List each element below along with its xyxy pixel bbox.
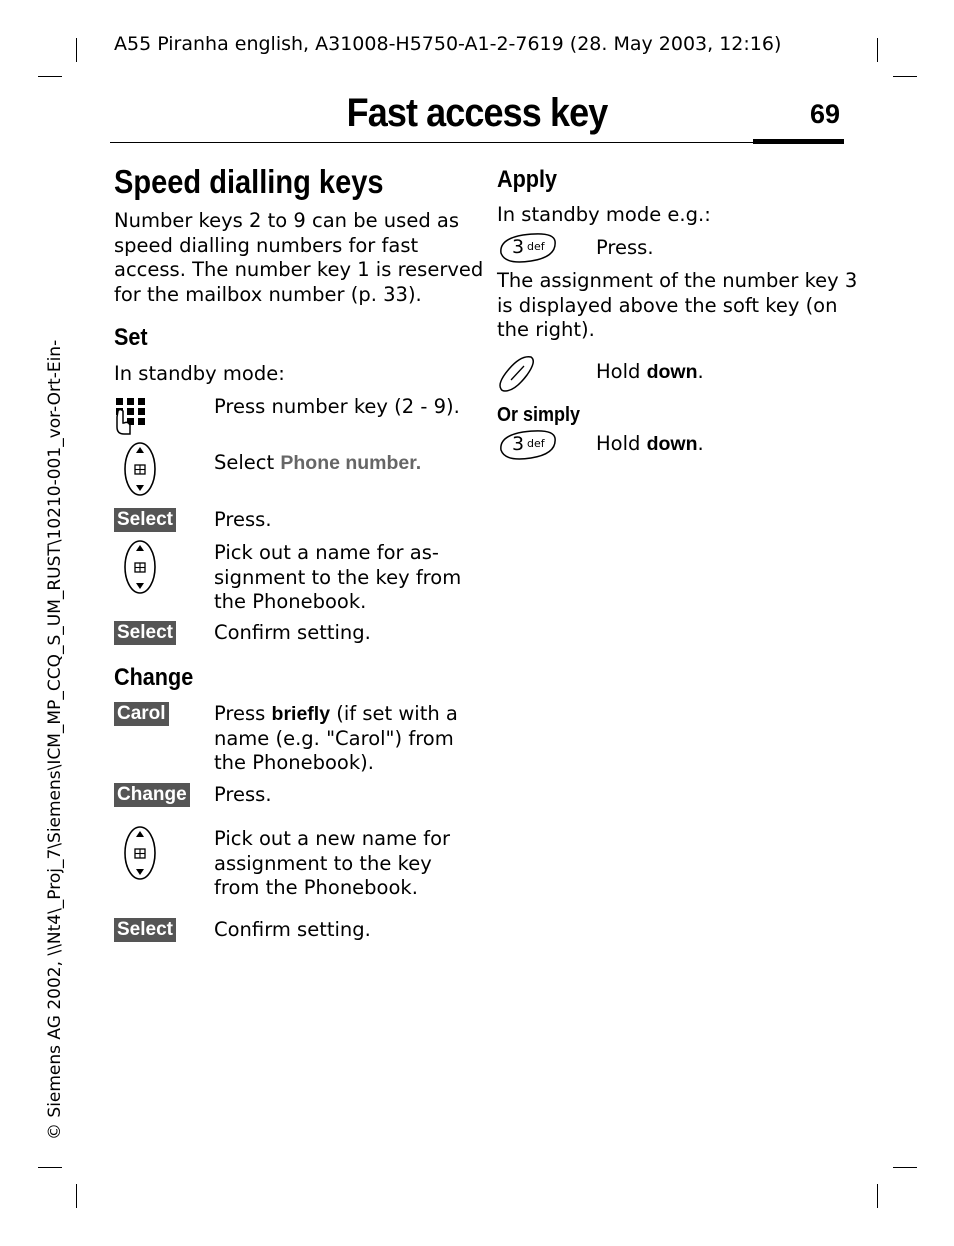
step-line: name (e.g. "Carol") from xyxy=(214,726,454,750)
change-heading: Change xyxy=(114,664,194,691)
apply-step-hold-down-2 xyxy=(596,432,704,457)
crop-mark xyxy=(893,1167,917,1168)
document-reference: A55 Piranha english, A31008-H5750-A1-2-7619 (28. May 2003, 12:16) xyxy=(114,33,782,55)
desc-line: the right). xyxy=(497,318,595,341)
apply-lead: In standby mode e.g.: xyxy=(497,203,711,226)
crop-mark xyxy=(76,38,77,62)
select-softkey: Select xyxy=(114,621,176,645)
crop-mark xyxy=(38,1167,62,1168)
title-rule xyxy=(110,142,754,143)
set-step-pick-name xyxy=(214,541,461,615)
intro-line: access. The number key 1 is reserved xyxy=(114,258,484,281)
step-line: the Phonebook. xyxy=(214,590,367,613)
apply-description xyxy=(497,269,857,343)
step-line: from the Phonebook. xyxy=(214,876,418,899)
apply-step-press: Press. xyxy=(596,236,654,259)
page-title: Fast access key xyxy=(346,91,608,135)
emphasis: down xyxy=(646,433,698,455)
set-step-press-number-key: Press number key (2 - 9). xyxy=(214,395,460,418)
intro-line: Number keys 2 to 9 can be used as xyxy=(114,209,460,232)
intro-line: speed dialling numbers for fast xyxy=(114,233,419,257)
set-lead: In standby mode: xyxy=(114,362,285,385)
step-line: assignment to the key xyxy=(214,851,432,875)
step-text: Hold xyxy=(596,432,647,455)
crop-mark xyxy=(76,1184,77,1208)
carol-softkey: Carol xyxy=(114,702,169,726)
key-3-icon xyxy=(497,231,559,265)
step-line: signment to the key from xyxy=(214,565,462,589)
change-softkey: Change xyxy=(114,783,190,807)
key-digit: 3 xyxy=(512,236,525,258)
desc-line: The assignment of the number key 3 xyxy=(497,269,858,292)
section-heading: Speed dialling keys xyxy=(114,163,384,200)
key-letters: def xyxy=(527,240,545,253)
crop-mark xyxy=(877,38,878,62)
right-softkey-icon xyxy=(497,353,537,395)
change-step-confirm: Confirm setting. xyxy=(214,918,371,941)
intro-paragraph xyxy=(114,209,483,307)
emphasis: down xyxy=(646,361,698,383)
set-heading: Set xyxy=(114,324,148,351)
set-step-select-phone-number xyxy=(214,451,421,476)
keypad-icon xyxy=(114,397,152,437)
step-line: the Phonebook). xyxy=(214,751,374,774)
select-softkey: Select xyxy=(114,508,176,532)
step-text: Press xyxy=(214,702,272,725)
menu-item-phone-number: Phone number. xyxy=(280,452,422,474)
page-number: 69 xyxy=(810,99,841,129)
step-text: . xyxy=(697,360,704,383)
apply-step-hold-down xyxy=(596,360,704,385)
set-step-press: Press. xyxy=(214,508,272,531)
set-step-confirm: Confirm setting. xyxy=(214,621,371,644)
change-step-press-briefly xyxy=(214,702,458,776)
step-line: Pick out a name for as- xyxy=(214,541,439,564)
crop-mark xyxy=(38,76,62,77)
page-number-rule xyxy=(753,139,844,144)
apply-heading: Apply xyxy=(497,166,558,193)
or-simply-heading: Or simply xyxy=(497,404,581,426)
step-text: Hold xyxy=(596,360,647,383)
step-text: . xyxy=(697,432,704,455)
intro-line: for the mailbox number (p. 33). xyxy=(114,282,422,306)
step-text: Select xyxy=(214,451,281,474)
navigation-key-icon xyxy=(122,538,158,596)
desc-line: is displayed above the soft key (on xyxy=(497,293,838,317)
change-step-press: Press. xyxy=(214,783,272,806)
crop-mark xyxy=(877,1184,878,1208)
key-letters: def xyxy=(527,437,545,450)
step-text: (if set with a xyxy=(330,702,458,725)
navigation-key-icon xyxy=(122,824,158,882)
emphasis: briefly xyxy=(271,703,331,725)
sidebar-copyright: © Siemens AG 2002, \\Nt4\_Proj_7\Siemens\ICM_MP_CCQ_S_UM_RUST\10210-001_vor-Ort-Ein- xyxy=(45,339,65,1140)
select-softkey: Select xyxy=(114,918,176,942)
key-3-icon xyxy=(497,428,559,462)
navigation-key-icon xyxy=(122,440,158,498)
change-step-pick-new-name xyxy=(214,827,450,901)
key-digit: 3 xyxy=(512,433,525,455)
step-line: Pick out a new name for xyxy=(214,827,451,850)
crop-mark xyxy=(893,76,917,77)
